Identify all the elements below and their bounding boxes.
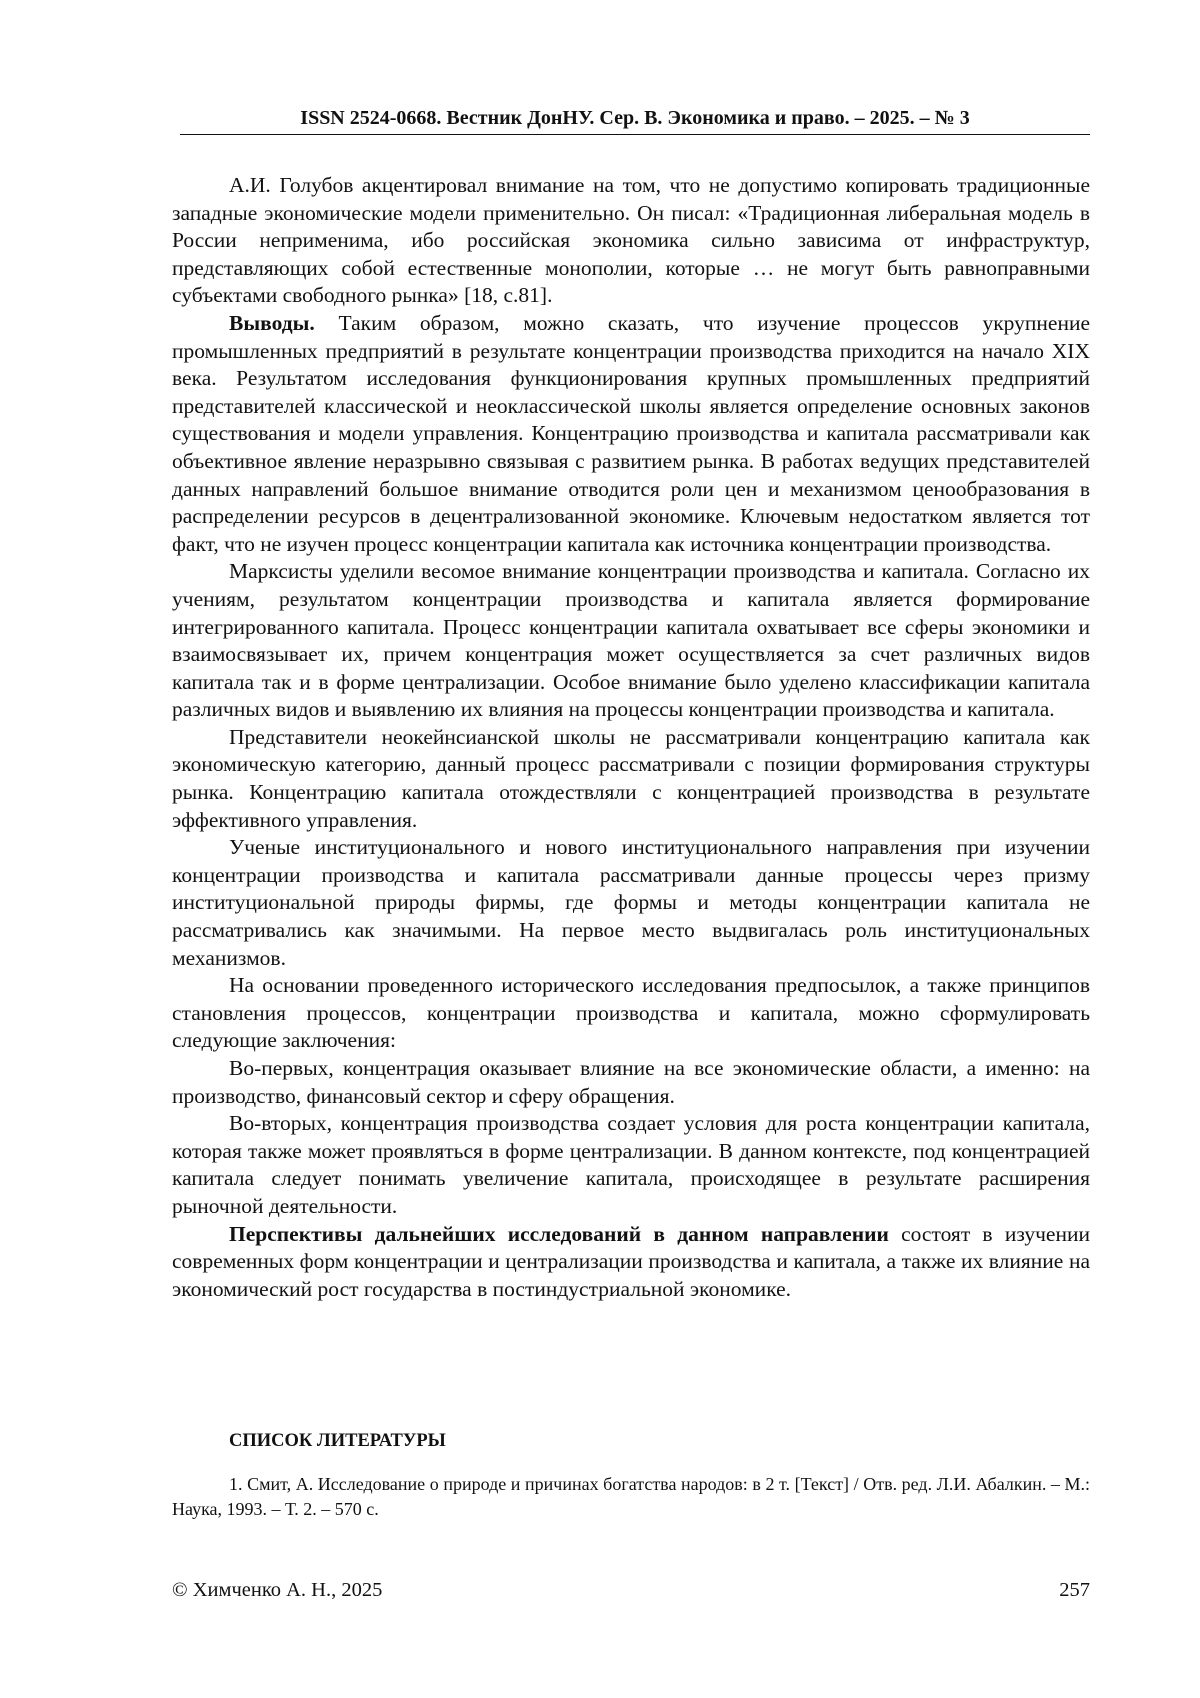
paragraph-second: Во-вторых, концентрация производства создает условия для роста концентрации капитала, которая также может проявляться в форме централизации. В данном контексте, под концентрацией капитала следует понимать увеличение капитала, происходящее в результате расширения рыночной деятельности. — [172, 1111, 1090, 1218]
reference-item: 1. Смит, А. Исследование о природе и причинах богатства народов: в 2 т. [Текст] / Отв. ред. Л.И. Абалкин. – М.: Наука, 1993. – Т. 2. – 570 с. — [172, 1474, 1090, 1519]
page-number: 257 — [1059, 1579, 1090, 1601]
paragraph-historical-basis: На основании проведенного исторического исследования предпосылок, а также принципов становления процессов, концентрации производства и капитала, можно сформулировать следующие заключения: — [172, 973, 1090, 1053]
references-title: СПИСОК ЛИТЕРАТУРЫ — [229, 1431, 446, 1451]
running-header: ISSN 2524-0668. Вестник ДонНУ. Сер. В. Экономика и право. – 2025. – № 3 — [300, 107, 970, 129]
paragraph-marxists: Марксисты уделили весомое внимание концентрации производства и капитала. Согласно их учениям, результатом концентрации производства и капитала является формирование интегрированного капитала. Процесс концентрации капитала охватывает все сферы экономики и взаимосвязывает их, причем концентрация может осуществляется за счет различных видов капитала так и в форме централизации. Особое внимание было уделено классификации капитала различных видов и выявлению их влияния на процессы концентрации производства и капитала. — [172, 559, 1090, 722]
perspectives-lead: Перспективы дальнейших исследований в данном направлении — [229, 1221, 889, 1246]
header-divider — [180, 134, 1090, 135]
paragraph-conclusions — [172, 310, 1090, 558]
paragraph-neokeynesian: Представители неокейнсианской школы не рассматривали концентрацию капитала как экономическую категорию, данный процесс рассматривали с позиции формирования структуры рынка. Концентрацию капитала отождествляли с концентрацией производства в результате эффективного управления. — [172, 724, 1090, 832]
paragraph-perspectives — [172, 1221, 1090, 1304]
paragraph-golubov: А.И. Голубов акцентировал внимание на том, что не допустимо копировать традиционные западные экономические модели применительно. Он писал: «Традиционная либеральная модель в России неприменима, ибо российская экономика сильно зависима от инфраструктур, представляющих собой естественные монополии, которые … не могут быть равноправными субъектами свободного рынка» [18, с.81]. — [172, 173, 1090, 308]
paragraph-first: Во-первых, концентрация оказывает влияние на все экономические области, а именно: на производство, финансовый сектор и сферу обращения. — [172, 1056, 1090, 1108]
perspectives-text: состоят в изучении современных форм концентрации и централизации производства и капитала, а также их влияние на экономический рост государства в постиндустриальной экономике. — [172, 1221, 1090, 1301]
article-body — [172, 172, 1090, 1303]
copyright-notice: © Химченко А. Н., 2025 — [172, 1579, 383, 1601]
conclusions-text: Таким образом, можно сказать, что изучение процессов укрупнение промышленных предприятий в результате концентрации производства приходится на начало XIX века. Результатом исследования функционирования крупных промышленных предприятий представителей классической и неоклассической школы является определение основных законов существования и модели управления. Концентрацию производства и капитала рассматривали как объективное явление неразрывно связывая с развитием рынка. В работах ведущих представителей данных направлений большое внимание отводится роли цен и механизмом ценообразования в распределении ресурсов в децентрализованной экономике. Ключевым недостатком является тот факт, что не изучен процесс концентрации капитала как источника концентрации производства. — [172, 310, 1090, 556]
paragraph-institutional: Ученые институционального и нового институционального направления при изучении концентрации производства и капитала рассматривали данные процессы через призму институциональной природы фирмы, где формы и методы концентрации капитала не рассматривались как значимыми. На первое место выдвигалась роль институциональных механизмов. — [172, 835, 1090, 970]
references-list — [172, 1472, 1090, 1522]
conclusions-lead: Выводы. — [229, 310, 315, 335]
